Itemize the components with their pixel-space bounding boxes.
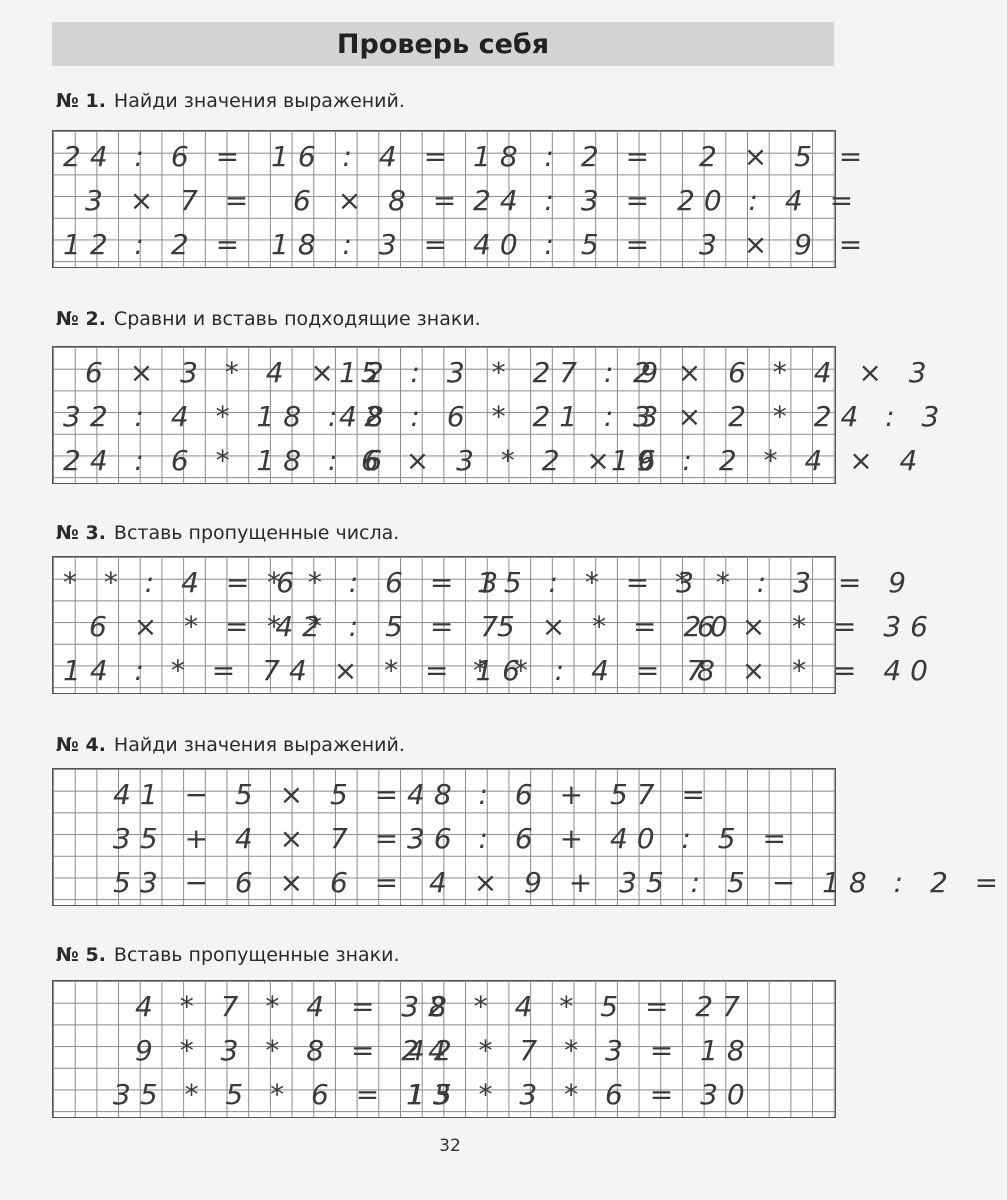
equation: 15 : * = 3: [477, 566, 703, 599]
comparison: 3 × 2 * 24 : 3: [633, 400, 949, 433]
task-2-title: [56, 308, 481, 330]
task-5-title: [56, 944, 400, 966]
comparison: 16 : 2 * 4 × 4: [611, 444, 927, 477]
equation: * * : 3 = 9: [675, 566, 916, 599]
task-number: № 2.: [56, 308, 106, 330]
expression: 18 : 3 =: [271, 228, 457, 261]
comparison: 6 × 3 * 2 × 9: [361, 444, 664, 477]
task-instruction: Вставь пропущенные числа.: [113, 522, 400, 544]
expression: 16 : 4 =: [271, 140, 457, 173]
equation: 9 * 3 * 8 = 24: [135, 1034, 455, 1067]
expression: 24 : 3 =: [473, 184, 659, 217]
task-1-grid: [52, 130, 872, 268]
equation: 5 × * = 20: [497, 610, 737, 643]
task-3-title: [56, 522, 399, 544]
equation: 4 * 7 * 4 = 32: [135, 990, 455, 1023]
comparison: 48 : 6 * 21 : 3: [339, 400, 668, 433]
equation: 8 × * = 40: [697, 654, 937, 687]
task-instruction: Сравни и вставь подходящие знаки.: [113, 308, 481, 330]
equation: * * : 6 = 3: [267, 566, 508, 599]
page-header: [52, 22, 834, 66]
expression: 4 × 9 + 35 : 5 − 18 : 2 =: [429, 866, 1007, 899]
expression: 24 : 6 =: [63, 140, 249, 173]
expression: 18 : 2 =: [473, 140, 659, 173]
task-instruction: Найди значения выражений.: [113, 90, 405, 112]
task-2-grid: [52, 346, 949, 484]
equation: 4 × * = 16: [289, 654, 529, 687]
expression: 48 : 6 + 57 =: [407, 778, 714, 811]
task-4-title: [56, 734, 405, 756]
expression: 35 + 4 × 7 =: [113, 822, 408, 855]
expression: 6 × 8 =: [293, 184, 466, 217]
task-number: № 5.: [56, 944, 106, 966]
comparison: 12 : 3 * 27 : 9: [339, 356, 668, 389]
expression: 20 : 4 =: [677, 184, 863, 217]
expression: 3 × 7 =: [85, 184, 258, 217]
equation: 35 * 5 * 6 = 13: [113, 1078, 460, 1111]
equation: * * : 5 = 7: [267, 610, 508, 643]
task-instruction: Вставь пропущенные знаки.: [113, 944, 400, 966]
comparison: 6 × 3 * 4 × 5: [85, 356, 388, 389]
expression: 3 × 9 =: [699, 228, 872, 261]
task-4-grid: [52, 768, 1007, 906]
task-5-grid: [52, 980, 836, 1118]
equation: 42 * 7 * 3 = 18: [407, 1034, 754, 1067]
page-number: 32: [439, 1136, 461, 1156]
comparison: 32 : 4 * 18 : 2: [63, 400, 392, 433]
equation: * * : 4 = 6: [63, 566, 304, 599]
expression: 12 : 2 =: [63, 228, 249, 261]
equation: 14 : * = 7: [63, 654, 289, 687]
comparison: 24 : 6 * 18 : 6: [63, 444, 392, 477]
expression: 40 : 5 =: [473, 228, 659, 261]
equation: 6 × * = 36: [697, 610, 937, 643]
task-number: № 1.: [56, 90, 106, 112]
equation: * * : 4 = 7: [473, 654, 714, 687]
task-number: № 3.: [56, 522, 106, 544]
equation: 6 × * = 42: [89, 610, 329, 643]
task-1-title: [56, 90, 405, 112]
comparison: 2 × 6 * 4 × 3: [633, 356, 936, 389]
expression: 41 − 5 × 5 =: [113, 778, 408, 811]
task-3-grid: [52, 556, 937, 694]
equation: 8 * 4 * 5 = 27: [429, 990, 749, 1023]
expression: 53 − 6 × 6 =: [113, 866, 408, 899]
task-instruction: Найди значения выражений.: [113, 734, 405, 756]
task-number: № 4.: [56, 734, 106, 756]
equation: 15 * 3 * 6 = 30: [407, 1078, 754, 1111]
page-title: Проверь себя: [336, 28, 550, 60]
expression: 36 : 6 + 40 : 5 =: [407, 822, 795, 855]
expression: 2 × 5 =: [699, 140, 872, 173]
